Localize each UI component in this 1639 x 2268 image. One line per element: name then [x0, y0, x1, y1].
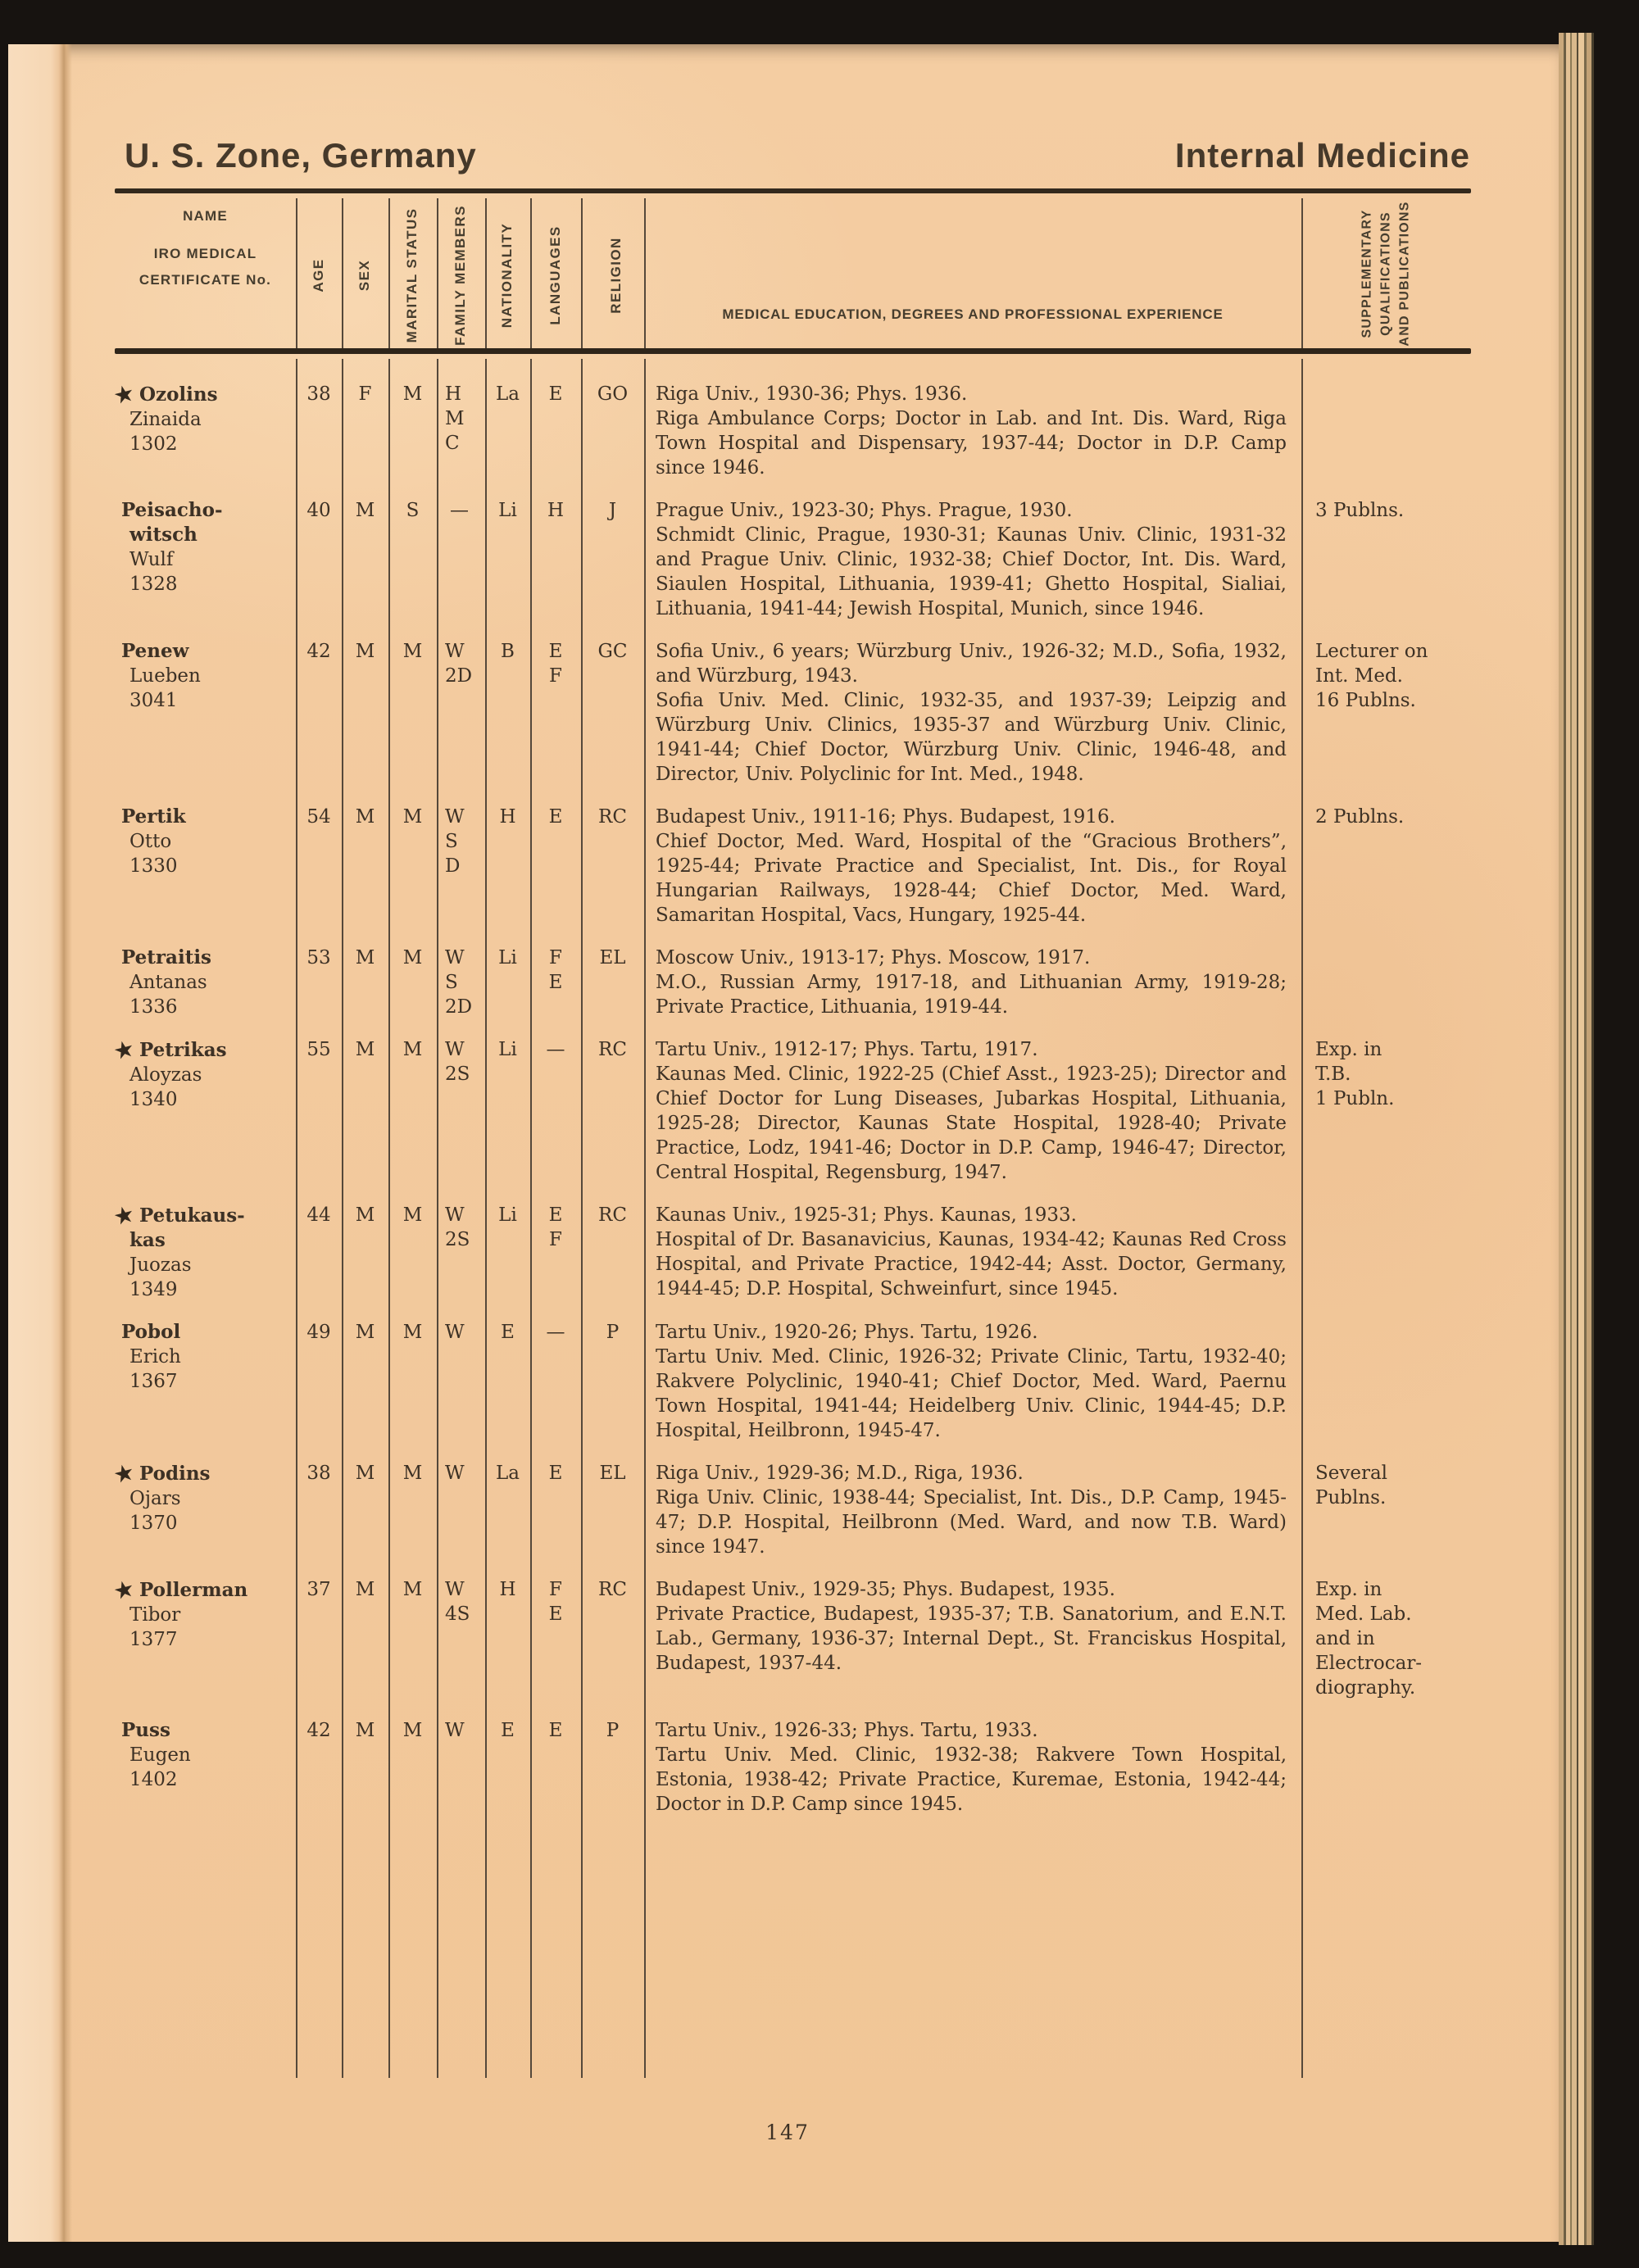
family-value: H	[445, 383, 462, 405]
education-paragraph: Tartu Univ., 1926-33; Phys. Tartu, 1933.	[656, 1720, 1038, 1741]
family-value: W	[445, 1463, 465, 1484]
table-row	[115, 498, 1471, 621]
education-paragraph: Riga Ambulance Corps; Doctor in Lab. and Int. Dis. Ward, Riga Town Hospital and Dispensary, 1937-44; Doctor in D.P. Camp since 1946.	[656, 408, 1287, 479]
family-value: M	[445, 408, 465, 429]
page-binding-fold	[8, 44, 72, 2242]
language-value: —	[546, 1322, 565, 1343]
cell-age: 42	[306, 1720, 331, 1741]
cell-nationality: E	[501, 1720, 515, 1741]
education-paragraph: Riga Univ., 1930-36; Phys. 1936.	[656, 383, 968, 405]
education-paragraph: Kaunas Med. Clinic, 1922-25 (Chief Asst., 1923-25); Director and Chief Doctor for Lung Diseases, Jubarkas Hospital, Lithuania, 1925-28; Director, Kaunas State Hospital, 1928-40; Private Practice, Lodz, 1941-46; Doctor in D.P. Camp, 1946-47; Director, Central Hospital, Regensburg, 1947.	[656, 1064, 1287, 1183]
cell-marital-status: M	[402, 1039, 423, 1060]
cell-age: 49	[306, 1322, 331, 1343]
cell-nationality: B	[501, 641, 515, 662]
surname-line: Pobol	[121, 1321, 181, 1343]
paper-page: U. S. Zone, Germany Internal Medicine NAME IRO MEDICAL CERTIFICATE No. MEDICAL EDUCATION, DEGREES AND PROFESSIONAL EXPERIENCE SUPPLEMENTARY QUALIFICATIONS AND PUBLICATIONS AGE SEX MARITAL STATUS FAMILY MEMBERS NATIONALITY LANGUAGES RELIGION ★ Ozolins Zinaida 1302 38 F M H M C La E GO Riga Univ., 1930-36; Phys. 1936. Riga Ambulance Corps; Doctor in Lab. and Int. Dis. Ward, Riga Town Hospital and Dispensary, 1937-44; Doctor in D.P. Camp since 1946. Peisacho- witsch Wulf 1328 40 M S — Li H J Prague Univ., 1923-30; Phys. Prague, 1930. Schmidt Clinic, Prague, 1930-31; Kaunas Univ. Clinic, 1931-32 and Prague Univ. Clinic, 1932-38; Chief Doctor, Int. Dis. Ward, Siaulen Hospital, Lithuania, 1939-41; Ghetto Hospital, Sialiai, Lithuania, 1941-44; Jewish Hospital, Munich, since 1946. 3 Publns. Penew Lueben 3041 42 M M W 2D B E F GC Sofia Univ., 6 years; Würzburg Univ., 1926-32; M.D., Sofia, 1932, and Würzburg, 1943. Sofia Univ. Med. Clinic, 1932-35, and 1937-39; Leipzig and Würzburg Univ. Clinics, 1935-37 and Würzburg Univ. Clinic, 1941-44; Chief Doctor, Würzburg Univ. Clinic, 1946-48, and Director, Univ. Polyclinic for Int. Med., 1948. Lecturer on Int. Med. 16 Publns. Pertik Otto 1330 54 M M W S D H E RC Budapest Univ., 1911-16; Phys. Budapest, 1916. Chief Doctor, Med. Ward, Hospital of the “Gracious Brothers”, 1925-44; Private Practice and Specialist, Int. Dis., for Royal Hungarian Railways, 1928-44; Chief Doctor, Med. Ward, Samaritan Hospital, Vacs, Hungary, 1925-44. 2 Publns. Petraitis Antanas 1336 53 M M W S 2D Li F E EL Moscow Univ., 1913-17; Phys. Moscow, 1917. M.O., Russian Army, 1917-18, and Lithuanian Army, 1919-28; Private Practice, Lithuania, 1919-44. ★ Petrikas Aloyzas 1340 55 M M W 2S Li — RC Tartu Univ., 1912-17; Phys. Tartu, 1917. Kaunas Med. Clinic, 1922-25 (Chief Asst., 1923-25); Director and Chief Doctor for Lung Diseases, Jubarkas Hospital, Lithuania, 1925-28; Director, Kaunas State Hospital, 1928-40; Private Practice, Lodz, 1941-46; Doctor in D.P. Camp, 1946-47; Director, Central Hospital, Regensburg, 1947. Exp. in T.B. 1 Publn. ★ Petukaus- kas Juozas 1349 44 M M W 2S Li E F RC Kaunas Univ., 1925-31; Phys. Kaunas, 1933. Hospital of Dr. Basanavicius, Kaunas, 1934-42; Kaunas Red Cross Hospital, and Private Practice, 1942-44; Asst. Doctor, Germany, 1944-45; D.P. Hospital, Schweinfurt, since 1945. Pobol Erich 1367 49 M M W E — P Tartu Univ., 1920-26; Phys. Tartu, 1926. Tartu Univ. Med. Clinic, 1926-32; Private Clinic, Tartu, 1932-40; Rakvere Polyclinic, 1940-41; Chief Doctor, Med. Ward, Paernu Town Hospital, 1941-44; Heidelberg Univ. Clinic, 1944-45; D.P. Hospital, Heilbronn, 1945-47. ★ Podins Ojars 1370 38 M M W La E EL Riga Univ., 1929-36; M.D., Riga, 1936. Riga Univ. Clinic, 1938-44; Specialist, Int. Dis., D.P. Camp, 1945-47; D.P. Hospital, Heilbronn (Med. Ward, and now T.B. Ward) since 1947. Several Publns. ★ Pollerman Tibor 1377 37 M M W 4S H F E RC Budapest Univ., 1929-35; Phys. Budapest, 1935. Private Practice, Budapest, 1935-37; T.B. Sanatorium, and E.N.T. Lab., Germany, 1936-37; Internal Dept., St. Franciskus Hospital, Budapest, 1937-44. Exp. in Med. Lab. and in Electrocar- diography. Puss Eugen 1402 42 M M W E E P Tartu Univ., 1926-33; Phys. Tartu, 1933. Tartu Univ. Med. Clinic, 1932-38; Rakvere Town Hospital, Estonia, 1938-42; Private Practice, Kuremae, Estonia, 1942-44; Doctor in D.P. Camp since 1945. 147	[8, 44, 1559, 2242]
education-paragraph: Budapest Univ., 1929-35; Phys. Budapest, 1935.	[656, 1579, 1115, 1600]
cell-languages	[530, 639, 581, 787]
family-value: C	[445, 433, 460, 454]
name-header-line: NAME	[183, 208, 228, 224]
cell-religion: P	[606, 1322, 620, 1343]
family-value: W	[445, 806, 465, 828]
page-title-left: U. S. Zone, Germany	[125, 136, 477, 175]
cell-sex: M	[355, 1322, 375, 1343]
cell-languages	[530, 946, 581, 1019]
cell-age: 40	[306, 500, 331, 521]
supp-header-line: QUALIFICATIONS	[1378, 211, 1393, 336]
cell-sex: M	[355, 806, 375, 828]
cell-nationality: H	[499, 1579, 516, 1600]
education-paragraph: M.O., Russian Army, 1917-18, and Lithuanian Army, 1919-28; Private Practice, Lithuania, 1919-44.	[656, 972, 1287, 1018]
language-value: F	[549, 1579, 562, 1600]
surname-line: ★ Petrikas	[111, 1036, 227, 1064]
name-detail-line: 3041	[129, 690, 178, 711]
cell-name	[111, 1201, 296, 1302]
cell-family-members	[437, 805, 485, 928]
cell-languages	[530, 805, 581, 928]
language-value: E	[548, 806, 563, 828]
cell-age: 44	[306, 1204, 331, 1226]
supplementary-line: Publns.	[1315, 1487, 1387, 1508]
cell-family-members	[437, 382, 485, 480]
cell-sex: M	[355, 641, 375, 662]
cell-family-members	[437, 1461, 485, 1559]
cell-supplementary	[1301, 382, 1471, 480]
cell-name	[111, 1576, 296, 1700]
column-rule	[485, 198, 487, 348]
table-row	[115, 805, 1471, 928]
column-rule	[296, 198, 297, 348]
language-value: F	[549, 947, 562, 968]
education-paragraph: Sofia Univ., 6 years; Würzburg Univ., 1926-32; M.D., Sofia, 1932, and Würzburg, 1943.	[656, 641, 1287, 687]
surname-line: witsch	[129, 524, 197, 546]
family-value: W	[445, 1579, 465, 1600]
cell-religion: RC	[598, 1204, 627, 1226]
cell-religion: EL	[599, 1463, 626, 1484]
cell-family-members	[437, 1203, 485, 1302]
name-detail-line: 1370	[129, 1513, 178, 1534]
surname-line: kas	[129, 1229, 166, 1251]
language-value: F	[549, 1229, 562, 1250]
cell-education	[644, 946, 1301, 1019]
supplementary-line: diography.	[1315, 1677, 1416, 1699]
supp-header-line: SUPPLEMENTARY	[1360, 209, 1374, 338]
cell-marital-status: M	[402, 383, 423, 405]
cell-marital-status: M	[402, 1322, 423, 1343]
table-row	[115, 1320, 1471, 1443]
supplementary-line: Electrocar-	[1315, 1653, 1423, 1674]
name-detail-line: 1336	[129, 996, 178, 1018]
language-value: E	[548, 1204, 563, 1226]
supplementary-line: Med. Lab.	[1315, 1603, 1412, 1625]
cell-nationality: Li	[498, 1204, 517, 1226]
family-value: 2S	[445, 1064, 470, 1085]
table-row	[111, 1576, 1471, 1700]
supplementary-line: Exp. in	[1315, 1579, 1382, 1600]
column-rule	[581, 198, 583, 348]
column-rule	[342, 198, 343, 348]
cell-religion: RC	[598, 1579, 627, 1600]
name-detail-line: Ojars	[129, 1488, 181, 1509]
cell-languages	[530, 1577, 581, 1700]
cell-nationality: Li	[498, 1039, 517, 1060]
family-value: D	[445, 855, 461, 877]
education-paragraph: Moscow Univ., 1913-17; Phys. Moscow, 1917.	[656, 947, 1091, 968]
cell-religion: P	[606, 1720, 620, 1741]
language-value: —	[546, 1039, 565, 1060]
column-rule	[388, 198, 390, 348]
cell-age: 37	[306, 1579, 331, 1600]
language-value: E	[548, 972, 563, 993]
family-value: 2D	[445, 996, 473, 1018]
education-paragraph: Sofia Univ. Med. Clinic, 1932-35, and 1937-39; Leipzig and Würzburg Univ. Clinics, 1935-37 and Würzburg Univ. Clinic, 1941-44; Chief Doctor, Würzburg Univ. Clinic, 1946-48, and Director, Univ. Polyclinic for Int. Med., 1948.	[656, 690, 1287, 785]
surname-line: ★ Ozolins	[111, 380, 218, 409]
family-value: W	[445, 947, 465, 968]
title-rule	[115, 188, 1471, 193]
supplementary-line: Int. Med.	[1315, 665, 1403, 687]
cell-sex: M	[355, 1579, 375, 1600]
cell-education	[644, 1718, 1301, 1817]
cell-family-members	[437, 498, 485, 621]
star-icon: ★	[111, 1459, 136, 1488]
name-detail-line: 1377	[129, 1629, 178, 1650]
cell-sex: M	[355, 1720, 375, 1741]
name-detail-line: 1340	[129, 1089, 178, 1110]
family-value: W	[445, 1039, 465, 1060]
cell-age: 54	[306, 806, 331, 828]
column-rule	[437, 198, 438, 348]
table-row	[111, 1036, 1471, 1185]
education-paragraph: Tartu Univ. Med. Clinic, 1926-32; Private Clinic, Tartu, 1932-40; Rakvere Polyclinic, 1940-41; Chief Doctor, Med. Ward, Paernu Town Hospital, 1941-44; Heidelberg Univ. Clinic, 1944-45; D.P. Hospital, Heilbronn, 1945-47.	[656, 1346, 1287, 1441]
name-detail-line: Eugen	[129, 1744, 191, 1766]
supplementary-line: Exp. in	[1315, 1039, 1382, 1060]
page-title-right: Internal Medicine	[1174, 136, 1470, 175]
table-row	[115, 639, 1471, 787]
table-row	[111, 380, 1471, 480]
cell-education	[644, 382, 1301, 480]
cell-education	[644, 498, 1301, 621]
cell-education	[644, 1320, 1301, 1443]
family-value: W	[445, 641, 465, 662]
cell-supplementary	[1301, 1577, 1471, 1700]
name-detail-line: Erich	[129, 1346, 181, 1368]
surname-line: Petraitis	[121, 946, 212, 968]
name-detail-line: 1349	[129, 1279, 178, 1300]
page-number: 147	[765, 2121, 810, 2144]
cell-supplementary	[1301, 1203, 1471, 1302]
star-icon: ★	[111, 1201, 136, 1230]
cell-age: 42	[306, 641, 331, 662]
cell-nationality: La	[496, 1463, 520, 1484]
cell-name	[111, 380, 296, 480]
education-paragraph: Chief Doctor, Med. Ward, Hospital of the “Gracious Brothers”, 1925-44; Private Practice and Specialist, Int. Dis., for Royal Hungarian Railways, 1928-44; Chief Doctor, Med. Ward, Samaritan Hospital, Vacs, Hungary, 1925-44.	[656, 831, 1287, 926]
supplementary-line: 2 Publns.	[1315, 806, 1405, 828]
name-detail-line: 1302	[129, 433, 178, 455]
supp-header-line: AND PUBLICATIONS	[1397, 201, 1412, 347]
surname-line: Puss	[121, 1719, 170, 1741]
cell-languages	[530, 1203, 581, 1302]
supplementary-line: Lecturer on	[1315, 641, 1428, 662]
cell-marital-status: M	[402, 806, 423, 828]
family-value: 2S	[445, 1229, 470, 1250]
cell-marital-status: M	[402, 1204, 423, 1226]
supplementary-line: and in	[1315, 1628, 1375, 1649]
cell-nationality: Li	[498, 500, 517, 521]
cell-languages	[530, 1320, 581, 1443]
name-detail-line: 1328	[129, 574, 178, 595]
cell-family-members	[437, 1320, 485, 1443]
cell-name	[115, 1718, 296, 1817]
surname-line: Pertik	[121, 805, 186, 828]
cell-name	[115, 1320, 296, 1443]
supplementary-line: 1 Publn.	[1315, 1088, 1395, 1109]
cell-supplementary	[1301, 1718, 1471, 1817]
name-detail-line: Tibor	[129, 1604, 181, 1626]
cell-family-members	[437, 1037, 485, 1185]
cell-marital-status: M	[402, 947, 423, 968]
cell-education	[644, 1461, 1301, 1559]
supplementary-line: Several	[1315, 1463, 1388, 1484]
education-paragraph: Kaunas Univ., 1925-31; Phys. Kaunas, 1933.	[656, 1204, 1077, 1226]
cell-family-members	[437, 1577, 485, 1700]
education-paragraph: Private Practice, Budapest, 1935-37; T.B. Sanatorium, and E.N.T. Lab., Germany, 1936-37; Internal Dept., St. Franciskus Hospital, Budapest, 1937-44.	[656, 1603, 1287, 1674]
name-detail-line: Antanas	[129, 972, 207, 993]
column-header-education: MEDICAL EDUCATION, DEGREES AND PROFESSIONAL EXPERIENCE	[722, 306, 1224, 322]
language-value: E	[548, 1463, 563, 1484]
cell-supplementary	[1301, 946, 1471, 1019]
star-icon: ★	[111, 380, 136, 409]
name-detail-line: Zinaida	[129, 409, 202, 430]
cell-marital-status: M	[402, 1720, 423, 1741]
table-body-rows	[111, 359, 1471, 1835]
table-row	[115, 946, 1471, 1019]
cell-marital-status: S	[406, 500, 420, 521]
cell-age: 55	[306, 1039, 331, 1060]
table-row	[111, 1459, 1471, 1559]
column-header-name	[115, 208, 296, 288]
cell-age: 38	[306, 383, 331, 405]
cell-sex: M	[355, 1039, 375, 1060]
education-paragraph: Hospital of Dr. Basanavicius, Kaunas, 1934-42; Kaunas Red Cross Hospital, and Private Practice, 1942-44; Asst. Doctor, Germany, 1944-45; D.P. Hospital, Schweinfurt, since 1945.	[656, 1229, 1287, 1300]
cell-religion: RC	[598, 1039, 627, 1060]
education-paragraph: Riga Univ., 1929-36; M.D., Riga, 1936.	[656, 1463, 1024, 1484]
cell-sex: F	[358, 383, 372, 405]
cell-name	[115, 639, 296, 787]
cell-religion: RC	[598, 806, 627, 828]
cell-age: 53	[306, 947, 331, 968]
cell-name	[115, 498, 296, 621]
name-detail-line: Lueben	[129, 665, 201, 687]
cell-nationality: La	[496, 383, 520, 405]
surname-line: ★ Podins	[111, 1459, 211, 1488]
language-value: F	[549, 665, 562, 687]
supplementary-line: T.B.	[1315, 1064, 1351, 1085]
cell-languages	[530, 1461, 581, 1559]
family-value: W	[445, 1720, 465, 1741]
cell-name	[111, 1459, 296, 1559]
cell-nationality: H	[499, 806, 516, 828]
cell-education	[644, 1037, 1301, 1185]
table-row	[115, 1718, 1471, 1817]
family-value: 4S	[445, 1603, 470, 1625]
cell-languages	[530, 1718, 581, 1817]
family-value: S	[445, 972, 458, 993]
language-value: H	[547, 500, 565, 521]
cell-marital-status: M	[402, 1463, 423, 1484]
cell-supplementary	[1301, 639, 1471, 787]
column-rule	[530, 198, 532, 348]
surname-line: ★ Pollerman	[111, 1576, 248, 1604]
name-header-line: IRO MEDICAL	[153, 246, 257, 261]
education-paragraph: Schmidt Clinic, Prague, 1930-31; Kaunas Univ. Clinic, 1931-32 and Prague Univ. Clinic, 1932-38; Chief Doctor, Int. Dis. Ward, Siaulen Hospital, Lithuania, 1939-41; Ghetto Hospital, Sialiai, Lithuania, 1941-44; Jewish Hospital, Munich, since 1946.	[656, 524, 1287, 619]
cell-sex: M	[355, 1204, 375, 1226]
cell-education	[644, 1203, 1301, 1302]
education-paragraph: Budapest Univ., 1911-16; Phys. Budapest, 1916.	[656, 806, 1115, 828]
cell-languages	[530, 382, 581, 480]
language-value: E	[548, 1603, 563, 1625]
language-value: E	[548, 383, 563, 405]
cell-family-members	[437, 639, 485, 787]
education-paragraph: Riga Univ. Clinic, 1938-44; Specialist, Int. Dis., D.P. Camp, 1945-47; D.P. Hospital, Heilbronn (Med. Ward, and now T.B. Ward) since 1947.	[656, 1487, 1287, 1558]
cell-name	[115, 946, 296, 1019]
supplementary-line: 16 Publns.	[1315, 690, 1416, 711]
cell-religion: GC	[597, 641, 628, 662]
cell-age: 38	[306, 1463, 331, 1484]
family-value: —	[450, 500, 469, 521]
cell-family-members	[437, 1718, 485, 1817]
cell-marital-status: M	[402, 641, 423, 662]
cell-education	[644, 805, 1301, 928]
supplementary-line: 3 Publns.	[1315, 500, 1405, 521]
name-detail-line: Juozas	[129, 1254, 192, 1276]
family-value: S	[445, 831, 458, 852]
name-detail-line: 1367	[129, 1371, 178, 1392]
education-paragraph: Tartu Univ., 1912-17; Phys. Tartu, 1917.	[656, 1039, 1038, 1060]
cell-religion: J	[608, 500, 617, 521]
cell-name	[111, 1036, 296, 1185]
name-header-line: CERTIFICATE No.	[138, 272, 272, 288]
language-value: E	[548, 1720, 563, 1741]
education-paragraph: Tartu Univ. Med. Clinic, 1932-38; Rakvere Town Hospital, Estonia, 1938-42; Private Practice, Kuremae, Estonia, 1942-44; Doctor in D.P. Camp since 1945.	[656, 1744, 1287, 1815]
cell-name	[115, 805, 296, 928]
name-detail-line: Wulf	[129, 549, 174, 570]
surname-line: Peisacho-	[121, 499, 223, 521]
column-rule	[1301, 198, 1303, 348]
cell-nationality: E	[501, 1322, 515, 1343]
book-page-edges	[1559, 33, 1601, 2245]
name-detail-line: 1330	[129, 855, 178, 877]
cell-religion: GO	[597, 383, 629, 405]
cell-languages	[530, 498, 581, 621]
name-detail-line: Aloyzas	[129, 1064, 202, 1086]
name-detail-line: Otto	[129, 831, 172, 852]
surname-line: Penew	[121, 640, 189, 662]
family-value: W	[445, 1204, 465, 1226]
cell-sex: M	[355, 1463, 375, 1484]
cell-nationality: Li	[498, 947, 517, 968]
cell-education	[644, 639, 1301, 787]
family-value: 2D	[445, 665, 473, 687]
column-rule	[644, 198, 646, 348]
education-paragraph: Tartu Univ., 1920-26; Phys. Tartu, 1926.	[656, 1322, 1038, 1343]
education-paragraph: Prague Univ., 1923-30; Phys. Prague, 1930.	[656, 500, 1073, 521]
family-value: W	[445, 1322, 465, 1343]
star-icon: ★	[111, 1576, 136, 1604]
header-bottom-rule	[115, 348, 1471, 354]
cell-religion: EL	[599, 947, 626, 968]
name-detail-line: 1402	[129, 1769, 178, 1790]
cell-marital-status: M	[402, 1579, 423, 1600]
cell-supplementary	[1301, 805, 1471, 928]
language-value: E	[548, 641, 563, 662]
cell-supplementary	[1301, 498, 1471, 621]
cell-education	[644, 1577, 1301, 1700]
star-icon: ★	[111, 1036, 136, 1064]
cell-sex: M	[355, 947, 375, 968]
cell-sex: M	[355, 500, 375, 521]
cell-supplementary	[1301, 1461, 1471, 1559]
surname-line: ★ Petukaus-	[111, 1201, 245, 1230]
cell-supplementary	[1301, 1320, 1471, 1443]
cell-family-members	[437, 946, 485, 1019]
table-row	[111, 1201, 1471, 1302]
cell-languages	[530, 1037, 581, 1185]
cell-supplementary	[1301, 1037, 1471, 1185]
